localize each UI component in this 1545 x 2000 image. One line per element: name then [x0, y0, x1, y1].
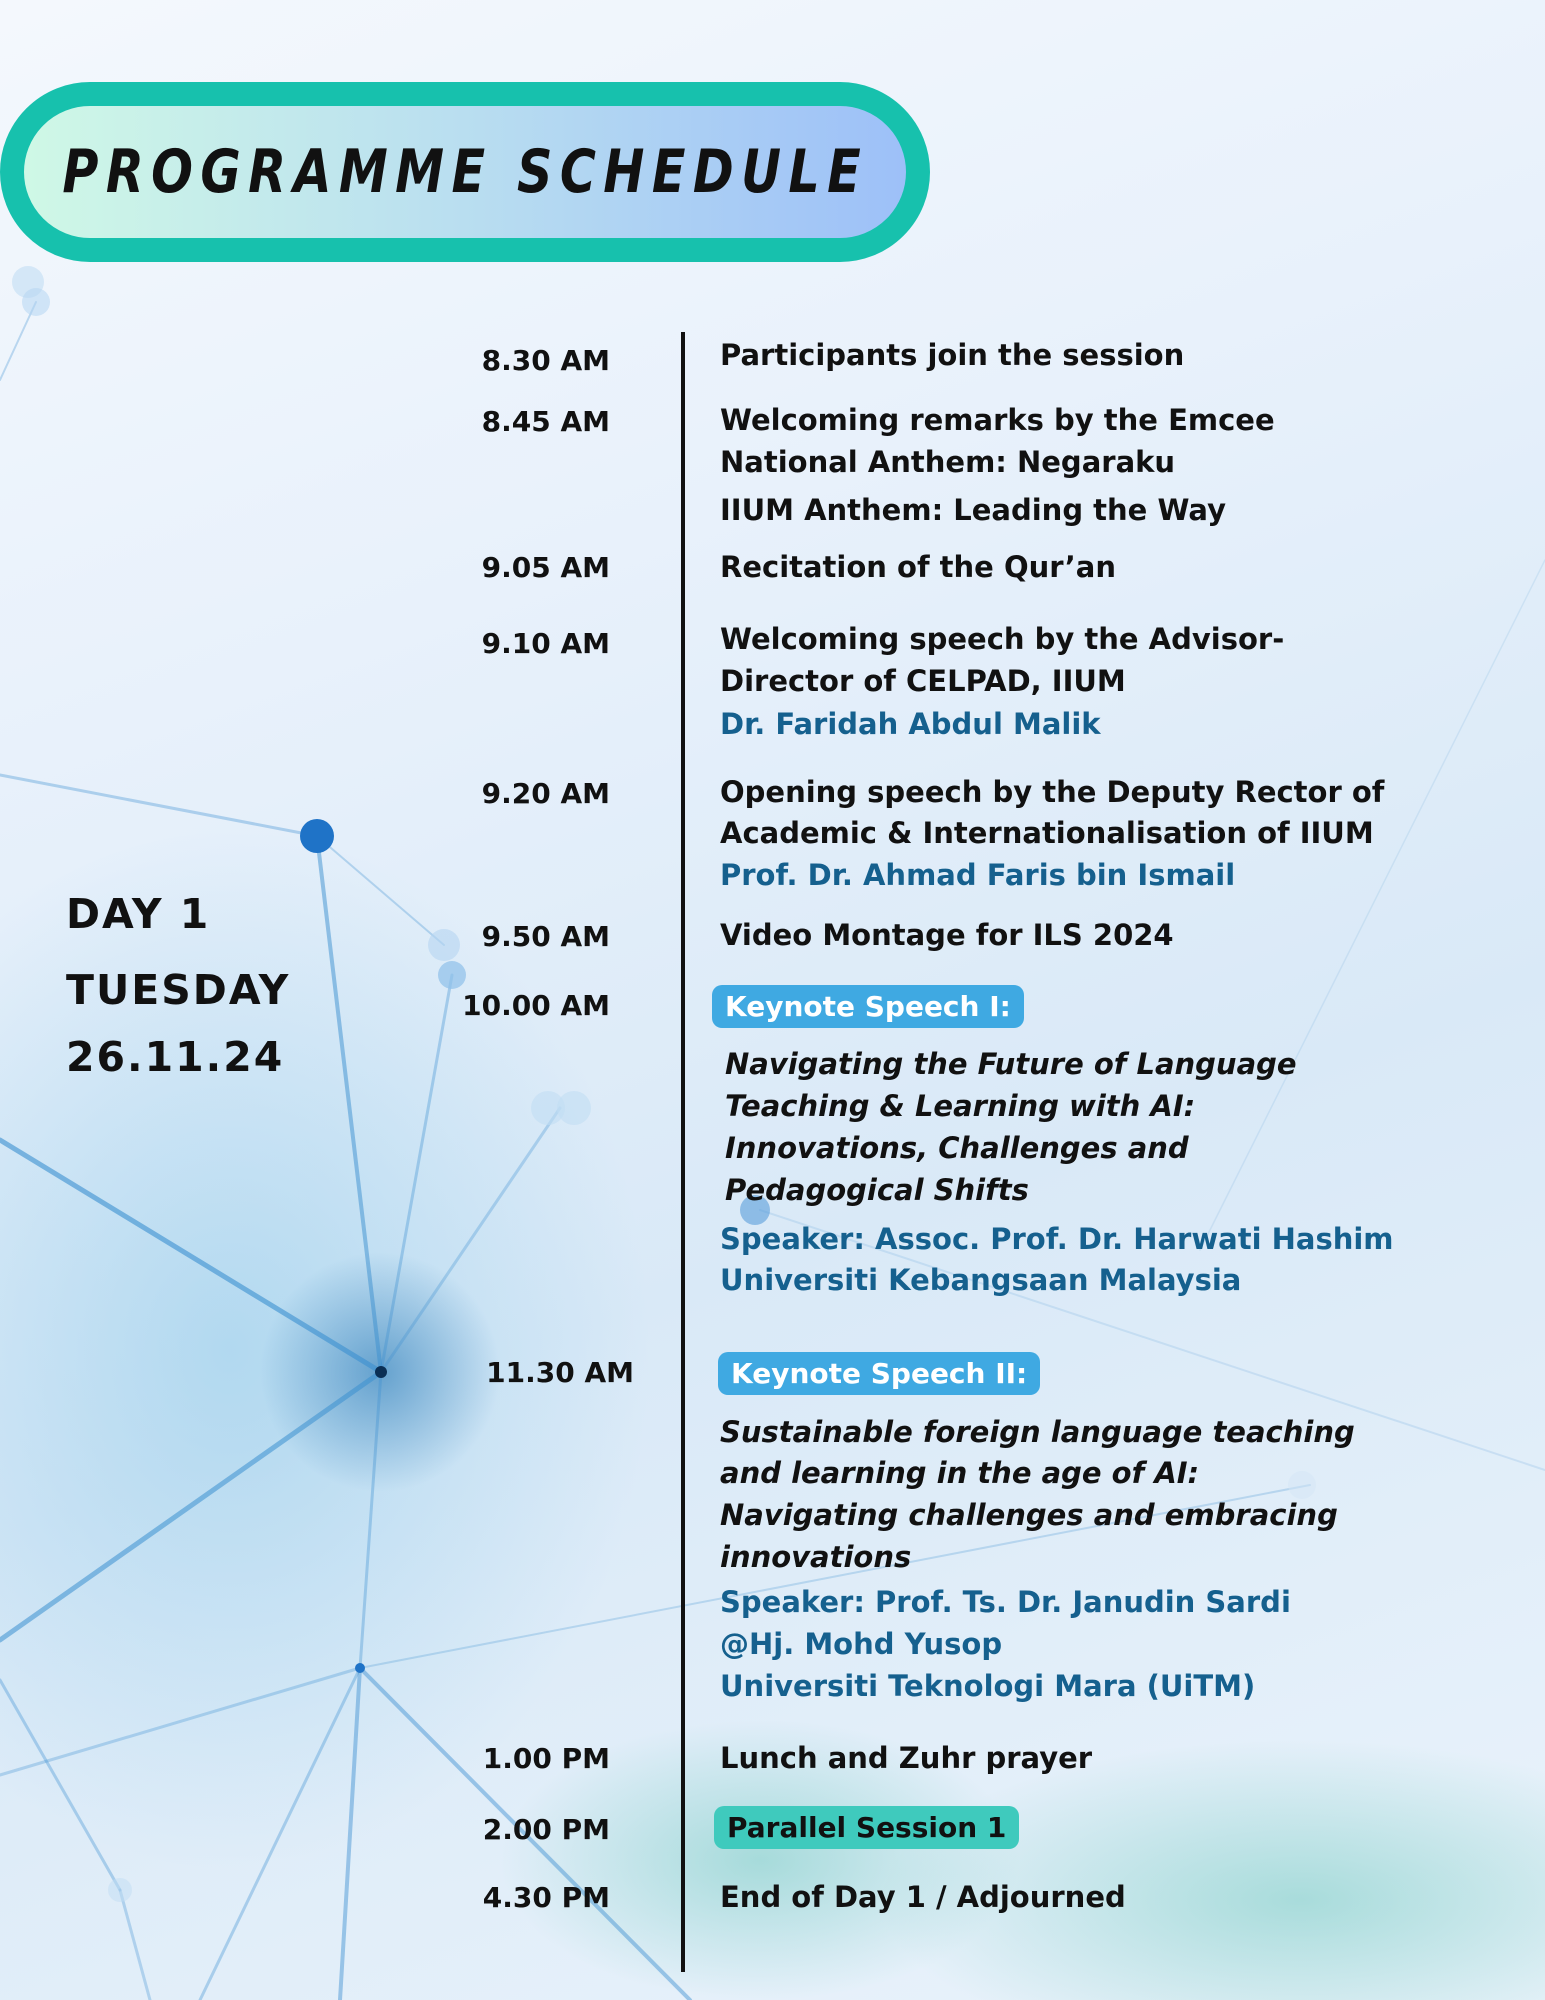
keynote-title: Innovations, Challenges and — [725, 1131, 1189, 1165]
event-text: Academic & Internationalisation of IIUM — [720, 816, 1374, 850]
parallel-session-badge: Parallel Session 1 — [714, 1806, 1019, 1849]
time-label: 9.05 AM — [481, 551, 610, 584]
title-banner — [0, 82, 930, 262]
event-text: IIUM Anthem: Leading the Way — [720, 493, 1226, 527]
speaker-name: Speaker: Assoc. Prof. Dr. Harwati Hashim — [720, 1222, 1394, 1256]
keynote-title: and learning in the age of AI: — [720, 1456, 1200, 1490]
time-label: 8.45 AM — [481, 405, 610, 438]
event-text: End of Day 1 / Adjourned — [720, 1880, 1126, 1914]
speaker-name: Prof. Dr. Ahmad Faris bin Ismail — [720, 858, 1236, 892]
day-date: 26.11.24 — [66, 1033, 285, 1081]
keynote-title: Navigating the Future of Language — [725, 1047, 1297, 1081]
time-label: 2.00 PM — [482, 1813, 610, 1846]
page-title: PROGRAMME SCHEDULE — [62, 137, 868, 207]
event-text: Video Montage for ILS 2024 — [720, 918, 1174, 952]
event-text: National Anthem: Negaraku — [720, 445, 1176, 479]
keynote-title: Pedagogical Shifts — [725, 1173, 1029, 1207]
keynote-title: innovations — [720, 1540, 912, 1574]
event-text: Participants join the session — [720, 338, 1185, 372]
time-label: 11.30 AM — [486, 1356, 634, 1389]
speaker-affiliation: Universiti Kebangsaan Malaysia — [720, 1263, 1242, 1297]
speaker-name: Dr. Faridah Abdul Malik — [720, 707, 1101, 741]
timeline-divider — [681, 332, 685, 1972]
event-text: Director of CELPAD, IIUM — [720, 664, 1126, 698]
keynote-title: Navigating challenges and embracing — [720, 1498, 1338, 1532]
day-label: DAY 1 — [66, 890, 211, 938]
speaker-name: @Hj. Mohd Yusop — [720, 1627, 1003, 1661]
day-weekday: TUESDAY — [66, 966, 291, 1014]
event-text: Opening speech by the Deputy Rector of — [720, 775, 1385, 809]
event-text: Welcoming speech by the Advisor- — [720, 622, 1285, 656]
time-label: 1.00 PM — [482, 1742, 610, 1775]
keynote-title: Teaching & Learning with AI: — [725, 1089, 1196, 1123]
keynote-badge: Keynote Speech I: — [712, 985, 1024, 1028]
speaker-affiliation: Universiti Teknologi Mara (UiTM) — [720, 1669, 1256, 1703]
time-label: 9.20 AM — [481, 777, 610, 810]
keynote-title: Sustainable foreign language teaching — [720, 1415, 1355, 1449]
event-text: Recitation of the Qur’an — [720, 550, 1116, 584]
keynote-badge: Keynote Speech II: — [718, 1352, 1040, 1395]
time-label: 10.00 AM — [462, 989, 610, 1022]
time-label: 9.50 AM — [481, 920, 610, 953]
event-text: Welcoming remarks by the Emcee — [720, 403, 1275, 437]
time-label: 8.30 AM — [481, 344, 610, 377]
time-label: 4.30 PM — [482, 1881, 610, 1914]
speaker-name: Speaker: Prof. Ts. Dr. Janudin Sardi — [720, 1585, 1291, 1619]
event-text: Lunch and Zuhr prayer — [720, 1741, 1093, 1775]
time-label: 9.10 AM — [481, 627, 610, 660]
